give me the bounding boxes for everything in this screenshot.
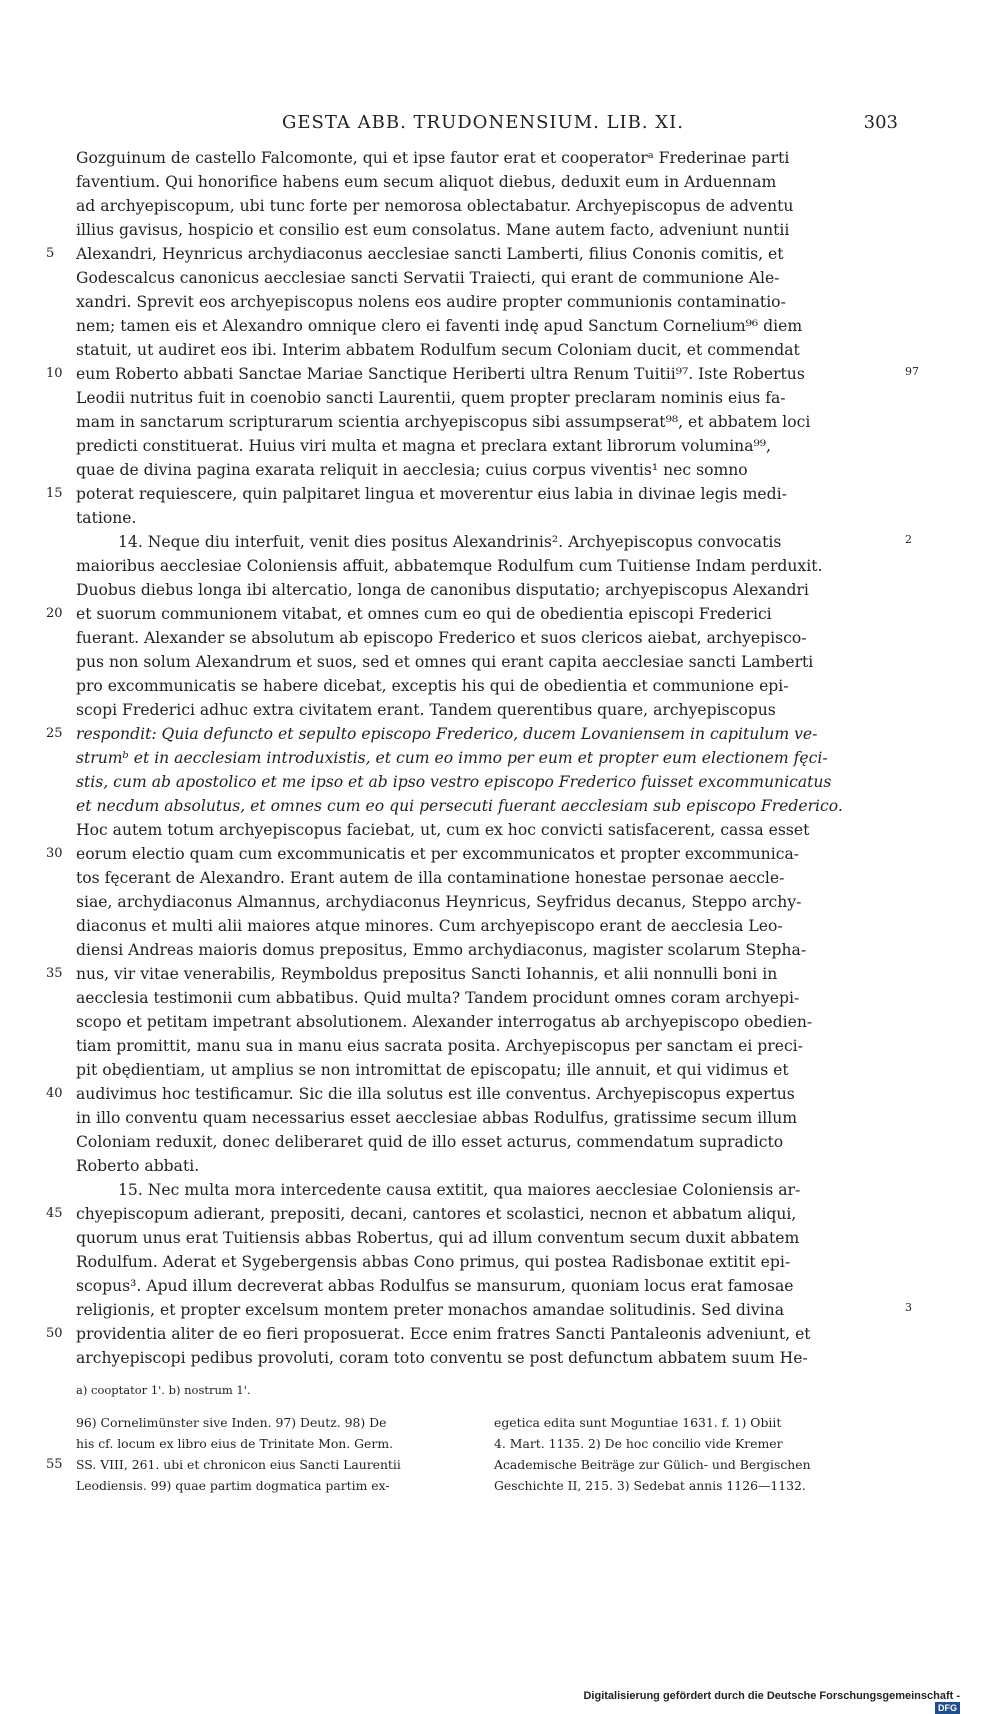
line-number: 15	[46, 486, 63, 501]
apparatus-notes: a) cooptator 1'. b) nostrum 1'.	[76, 1383, 251, 1397]
margin-ref: 2	[905, 533, 912, 546]
text-line: nem; tamen eis et Alexandro omnique clero ei faventi indę apud Sanctum Cornelium⁹⁶ diem	[76, 317, 803, 335]
line-number: 25	[46, 726, 63, 741]
text-line: fuerant. Alexander se absolutum ab episcopo Frederico et suos clericos aiebat, archyepisco-	[76, 629, 807, 647]
text-line: illius gavisus, hospicio et consilio est eum consolatus. Mane autem facto, adveniunt nuntii	[76, 221, 790, 239]
text-line: tiam promittit, manu sua in manu eius sacrata posita. Archyepiscopus per sanctam ei preci-	[76, 1037, 803, 1055]
text-line: quae de divina pagina exarata reliquit in aecclesia; cuius corpus viventis¹ nec somno	[76, 461, 748, 479]
footnote-right-line: Academische Beiträge zur Gülich- und Bergischen	[494, 1457, 811, 1472]
text-line: Leodii nutritus fuit in coenobio sancti Laurentii, quem propter preclaram nominis eius fa-	[76, 389, 786, 407]
footnote-right-line: 4. Mart. 1135. 2) De hoc concilio vide Kremer	[494, 1436, 783, 1451]
footnote-left-line: Leodiensis. 99) quae partim dogmatica partim ex-	[76, 1478, 390, 1493]
text-line: siae, archydiaconus Almannus, archydiaconus Heynricus, Seyfridus decanus, Steppo archy-	[76, 893, 802, 911]
line-number: 20	[46, 606, 63, 621]
line-number: 5	[46, 246, 55, 261]
text-line: mam in sanctarum scripturarum scientia archyepiscopus sibi assumpserat⁹⁸, et abbatem loci	[76, 413, 811, 431]
text-line: scopo et petitam impetrant absolutionem. Alexander interrogatus ab archyepiscopo obedien-	[76, 1013, 813, 1031]
text-line: pro excommunicatis se habere dicebat, exceptis his qui de obedientia et communione epi-	[76, 677, 789, 695]
text-line: nus, vir vitae venerabilis, Reymboldus prepositus Sancti Iohannis, et alii nonnulli boni in	[76, 965, 778, 983]
footnote-right-line: Geschichte II, 215. 3) Sedebat annis 1126—1132.	[494, 1478, 806, 1493]
text-line: pus non solum Alexandrum et suos, sed et omnes qui erant capita aecclesiae sancti Lamberti	[76, 653, 814, 671]
running-title: GESTA ABB. TRUDONENSIUM. LIB. XI.	[282, 112, 684, 133]
text-line: stis, cum ab apostolico et me ipso et ab ipso vestro episcopo Frederico fuisset excommunicatus	[76, 773, 832, 791]
text-line: faventium. Qui honorifice habens eum secum aliquot diebus, deduxit eum in Arduennam	[76, 173, 777, 191]
text-line: Roberto abbati.	[76, 1157, 200, 1175]
text-line: tos fęcerant de Alexandro. Erant autem de illa contaminatione honestae personae aeccle-	[76, 869, 785, 887]
line-number: 50	[46, 1326, 63, 1341]
text-line: strumᵇ et in aecclesiam introduxistis, et cum eo immo per eum et propter eum electionem fęci-	[76, 749, 828, 767]
text-line: Duobus diebus longa ibi altercatio, longa de canonibus disputatio; archyepiscopus Alexandri	[76, 581, 809, 599]
text-line: 15. Nec multa mora intercedente causa extitit, qua maiores aecclesiae Coloniensis ar-	[118, 1181, 801, 1199]
text-line: Rodulfum. Aderat et Sygebergensis abbas Cono primus, qui postea Radisbonae extitit epi-	[76, 1253, 791, 1271]
text-line: audivimus hoc testificamur. Sic die illa solutus est ille conventus. Archyepiscopus expertus	[76, 1085, 795, 1103]
text-line: aecclesia testimonii cum abbatibus. Quid multa? Tandem procidunt omnes coram archyepi-	[76, 989, 800, 1007]
text-line: et necdum absolutus, et omnes cum eo qui persecuti fuerant aecclesiam sub episcopo Frederico.	[76, 797, 843, 815]
text-line: respondit: Quia defuncto et sepulto episcopo Frederico, ducem Lovaniensem in capitulum ve-	[76, 725, 818, 743]
text-line: providentia aliter de eo fieri proposuerat. Ecce enim fratres Sancti Pantaleonis adveniunt, et	[76, 1325, 811, 1343]
text-line: Gozguinum de castello Falcomonte, qui et ipse fautor erat et cooperatorᵃ Frederinae parti	[76, 149, 790, 167]
text-line: eum Roberto abbati Sanctae Mariae Sanctique Heriberti ultra Renum Tuitii⁹⁷. Iste Robertus	[76, 365, 805, 383]
text-line: quorum unus erat Tuitiensis abbas Robertus, qui ad illum conventum secum duxit abbatem	[76, 1229, 800, 1247]
text-line: diaconus et multi alii maiores atque minores. Cum archyepiscopo erant de aecclesia Leo-	[76, 917, 783, 935]
page-number: 303	[863, 112, 898, 133]
text-line: archyepiscopi pedibus provoluti, coram toto conventu se post defunctum abbatem suum He-	[76, 1349, 808, 1367]
text-line: Godescalcus canonicus aecclesiae sancti Servatii Traiecti, qui erant de communione Ale-	[76, 269, 780, 287]
text-line: in illo conventu quam necessarius esset aecclesiae abbas Rodulfus, gratissime secum illum	[76, 1109, 798, 1127]
text-line: scopi Frederici adhuc extra civitatem erant. Tandem querentibus quare, archyepiscopus	[76, 701, 776, 719]
margin-ref: 3	[905, 1301, 912, 1314]
text-line: statuit, ut audiret eos ibi. Interim abbatem Rodulfum secum Coloniam ducit, et commendat	[76, 341, 800, 359]
text-line: diensi Andreas maioris domus prepositus, Emmo archydiaconus, magister scolarum Stepha-	[76, 941, 807, 959]
margin-ref: 97	[905, 365, 919, 378]
text-line: scopus³. Apud illum decreverat abbas Rodulfus se mansurum, quoniam locus erat famosae	[76, 1277, 794, 1295]
running-header	[68, 112, 898, 140]
text-line: ad archyepiscopum, ubi tunc forte per nemorosa oblectabatur. Archyepiscopus de adventu	[76, 197, 794, 215]
text-line: Alexandri, Heynricus archydiaconus aecclesiae sancti Lamberti, filius Cononis comitis, et	[76, 245, 784, 263]
text-line: poterat requiescere, quin palpitaret lingua et moverentur eius labia in divinae legis medi-	[76, 485, 787, 503]
footnote-line-number: 55	[46, 1457, 63, 1472]
text-line: et suorum communionem vitabat, et omnes cum eo qui de obedientia episcopi Frederici	[76, 605, 772, 623]
footer-text: Digitalisierung gefördert durch die Deutsche Forschungsgemeinschaft -	[583, 1690, 960, 1702]
text-line: religionis, et propter excelsum montem preter monachos amandae solitudinis. Sed divina	[76, 1301, 784, 1319]
text-line: chyepiscopum adierant, prepositi, decani, cantores et scolastici, necnon et abbatum aliqui,	[76, 1205, 797, 1223]
line-number: 30	[46, 846, 63, 861]
footnote-left-line: 96) Cornelimünster sive Inden. 97) Deutz. 98) De	[76, 1415, 387, 1430]
line-number: 40	[46, 1086, 63, 1101]
text-line: Coloniam reduxit, donec deliberaret quid de illo esset acturus, commendatum supradicto	[76, 1133, 784, 1151]
footer-credit	[560, 1690, 960, 1713]
text-line: pit obędientiam, ut amplius se non intromittat de episcopatu; ille annuit, et qui vidimus et	[76, 1061, 789, 1079]
footnote-left-line: his cf. locum ex libro eius de Trinitate Mon. Germ.	[76, 1436, 394, 1451]
text-line: maioribus aecclesiae Coloniensis affuit, abbatemque Rodulfum cum Tuitiense Indam perduxit.	[76, 557, 823, 575]
text-line: predicti constituerat. Huius viri multa et magna et preclara extant librorum volumina⁹⁹,	[76, 437, 771, 455]
line-number: 45	[46, 1206, 63, 1221]
footnote-left-line: SS. VIII, 261. ubi et chronicon eius Sancti Laurentii	[76, 1457, 401, 1472]
text-line: eorum electio quam cum excommunicatis et per excommunicatos et propter excommunica-	[76, 845, 800, 863]
footnote-right-line: egetica edita sunt Moguntiae 1631. f. 1) Obiit	[494, 1415, 782, 1430]
text-line: tatione.	[76, 509, 137, 527]
text-line: Hoc autem totum archyepiscopus faciebat, ut, cum ex hoc convicti satisfacerent, cassa esset	[76, 821, 810, 839]
text-line: xandri. Sprevit eos archyepiscopus nolens eos audire propter communionis contaminatio-	[76, 293, 786, 311]
line-number: 35	[46, 966, 63, 981]
text-line: 14. Neque diu interfuit, venit dies positus Alexandrinis². Archyepiscopus convocatis	[118, 533, 782, 551]
dfg-logo: DFG	[935, 1702, 960, 1714]
line-number: 10	[46, 366, 63, 381]
